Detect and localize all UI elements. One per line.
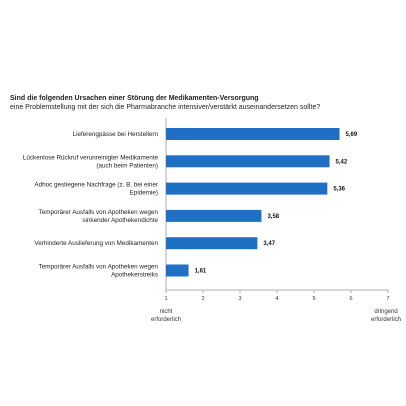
category-label: Apothekerstreiks — [111, 271, 158, 279]
bar-value-label: 3,47 — [263, 241, 276, 248]
x-high-end-label: dringend — [374, 309, 398, 315]
category-label: Lückenlose Rückruf verunreinigter Medikamente — [22, 154, 158, 162]
bar — [166, 155, 330, 167]
category-label: Epidemie) — [129, 189, 158, 197]
x-high-end-label: erforderlich — [370, 317, 402, 323]
category-label: Temporärer Ausfalls von Apotheken wegen — [38, 263, 158, 271]
category-label: Adhoc gestiegene Nachfrage (z. B. bei einer — [34, 181, 158, 189]
x-tick-label: 4 — [275, 296, 279, 302]
bar-value-label: 3,58 — [267, 213, 280, 220]
bar-value-label: 1,61 — [194, 268, 207, 275]
bar — [166, 265, 189, 277]
x-tick-label: 5 — [312, 296, 316, 302]
category-label: Lieferengpässe bei Herstellern — [72, 131, 158, 138]
bar — [166, 128, 340, 140]
bar — [166, 183, 327, 195]
category-label: Temporärer Ausfalls von Apotheken wegen — [38, 208, 158, 216]
bar — [166, 237, 257, 249]
x-low-end-label: erforderlich — [150, 317, 182, 323]
x-tick-label: 7 — [386, 296, 390, 302]
x-tick-label: 2 — [201, 296, 205, 302]
x-tick-label: 1 — [164, 296, 168, 302]
category-label: sinkender Apothekendichte — [82, 216, 158, 224]
category-label: (auch beim Patienten) — [96, 162, 158, 170]
x-low-end-label: nicht — [159, 309, 173, 315]
bar-value-label: 5,36 — [333, 186, 346, 193]
bar-value-label: 5,42 — [335, 159, 348, 166]
chart-title: Sind die folgenden Ursachen einer Störung der Medikamenten-Versorgung — [10, 95, 259, 102]
bar — [166, 210, 261, 222]
category-label: Verhinderte Auslieferung von Medikamenten — [34, 240, 158, 248]
chart-subtitle: eine Problemstellung mit der sich die Pharmabranche intensiver/verstärkt auseinandersetzen sollte? — [10, 104, 321, 111]
x-tick-label: 6 — [349, 296, 353, 302]
bar-value-label: 5,69 — [345, 132, 358, 138]
x-tick-label: 3 — [238, 296, 242, 302]
